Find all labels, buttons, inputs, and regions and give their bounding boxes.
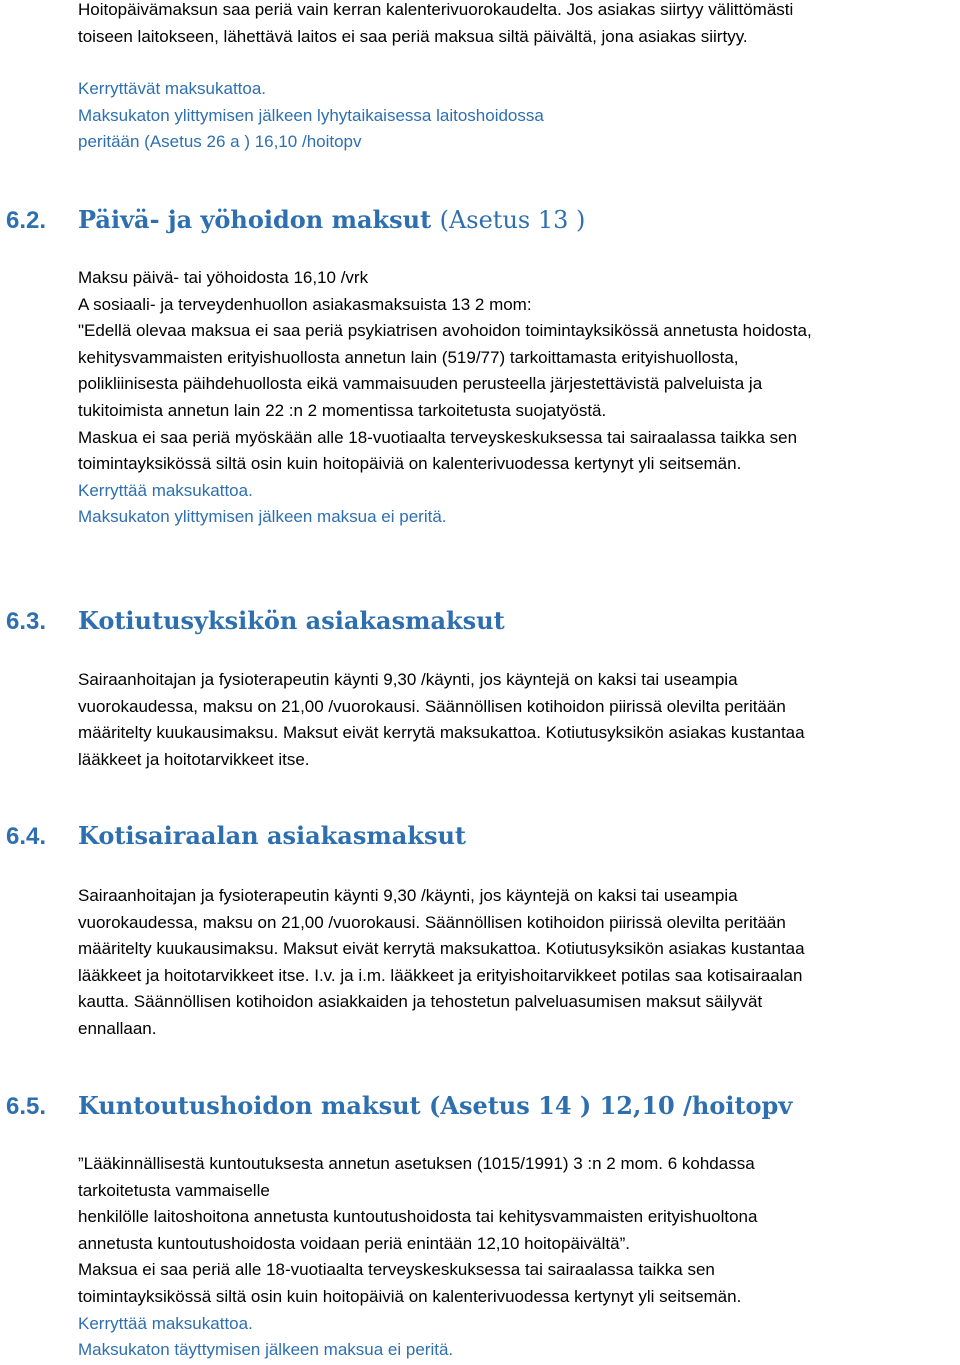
section-number: 6.4. [6, 823, 47, 850]
accrues-cap-text: Kerryttää maksukattoa. [78, 480, 253, 500]
section-heading-6-5 [6, 1091, 792, 1122]
text-line: toimintayksikössä siltä osin kuin hoitopäiviä on kalenterivuodessa kertynyt yli seitsemän. [78, 1286, 742, 1306]
text-line: lääkkeet ja hoitotarvikkeet itse. [78, 749, 310, 769]
text-line: tarkoitetusta vammaiselle [78, 1180, 270, 1200]
text-line: Maksukaton ylittymisen jälkeen lyhytaikaisessa laitoshoidossa [78, 105, 544, 125]
section-title: Kuntoutushoidon maksut (Asetus 14 ) 12,10 /hoitopv [78, 1091, 793, 1120]
text-line: lääkkeet ja hoitotarvikkeet itse. I.v. ja i.m. lääkkeet ja erityishoitarvikkeet potilas saa kotisairaalan [78, 965, 803, 985]
after-cap-text: Maksukaton täyttymisen jälkeen maksua ei peritä. [78, 1340, 454, 1360]
section-title: Kotiutusyksikön asiakasmaksut [78, 606, 505, 635]
text-line: kautta. Säännöllisen kotihoidon asiakkaiden ja tehostetun palveluasumisen maksut säilyvät [78, 992, 763, 1012]
text-line: määritelty kuukausimaksu. Maksut eivät kerrytä maksukattoa. Kotiutusyksikön asiakas kustantaa [78, 939, 805, 959]
text-line: Maskua ei saa periä myöskään alle 18-vuotiaalta terveyskeskuksessa tai sairaalassa taikka sen [78, 427, 798, 447]
text-line: toiseen laitokseen, lähettävä laitos ei saa periä maksua siltä päivältä, jona asiakas siirtyy. [78, 26, 748, 46]
accrues-cap-text: Kerryttää maksukattoa. [78, 1313, 253, 1333]
section-heading-6-2 [6, 205, 585, 236]
section-6-3-body [78, 667, 956, 773]
text-line: vuorokaudessa, maksu on 21,00 /vuorokausi. Säännöllisen kotihoidon piirissä olevilta peritään [78, 696, 786, 716]
intro-cap-note [78, 76, 956, 156]
text-line: ”Lääkinnällisestä kuntoutuksesta annetun asetuksen (1015/1991) 3 :n 2 mom. 6 kohdassa [78, 1154, 755, 1173]
section-number: 6.3. [6, 608, 47, 635]
text-line: vuorokaudessa, maksu on 21,00 /vuorokausi. Säännöllisen kotihoidon piirissä olevilta peritään [78, 912, 786, 932]
text-line: Maksua ei saa periä alle 18-vuotiaalta terveyskeskuksessa tai sairaalassa taikka sen [78, 1260, 715, 1280]
text-line: tukitoimista annetun lain 22 :n 2 momentissa tarkoitetusta suojatyöstä. [78, 400, 607, 420]
text-line: Hoitopäivämaksun saa periä vain kerran kalenterivuorokaudelta. Jos asiakas siirtyy välittömästi [78, 0, 794, 19]
intro-paragraph [78, 0, 956, 50]
section-6-4-body [78, 883, 956, 1043]
text-line: määritelty kuukausimaksu. Maksut eivät kerrytä maksukattoa. Kotiutusyksikön asiakas kustantaa [78, 723, 805, 743]
text-line: kehitysvammaisten erityishuollosta annetun lain (519/77) tarkoittamasta erityishuollosta, [78, 347, 739, 367]
text-line: henkilölle laitoshoitona annetusta kuntoutushoidosta tai kehitysvammaisten erityishuoltona [78, 1207, 758, 1227]
section-heading-6-3 [6, 606, 505, 637]
section-title: Kotisairaalan asiakasmaksut [78, 821, 466, 850]
text-line: toimintayksikössä siltä osin kuin hoitopäiviä on kalenterivuodessa kertynyt yli seitsemän. [78, 454, 742, 474]
text-line: peritään (Asetus 26 a ) 16,10 /hoitopv [78, 132, 362, 152]
section-reference: (Asetus 13 ) [439, 206, 586, 234]
text-line: annetusta kuntoutushoidosta voidaan periä enintään 12,10 hoitopäivältä”. [78, 1233, 630, 1253]
section-title: Päivä- ja yöhoidon maksut [78, 205, 432, 234]
section-number: 6.2. [6, 207, 47, 234]
text-line: ennallaan. [78, 1018, 157, 1038]
text-line: polikliinisesta päihdehuollosta eikä vammaisuuden perusteella järjestettävistä palveluista ja [78, 374, 763, 394]
after-cap-text: Maksukaton ylittymisen jälkeen maksua ei peritä. [78, 507, 447, 527]
section-6-5-body [78, 1151, 956, 1364]
text-line: Maksu päivä- tai yöhoidosta 16,10 /vrk [78, 268, 369, 287]
text-line: A sosiaali- ja terveydenhuollon asiakasmaksuista 13 2 mom: [78, 294, 532, 314]
accrues-cap-text: Kerryttävät maksukattoa. [78, 79, 267, 98]
section-number: 6.5. [6, 1093, 47, 1120]
text-line: Sairaanhoitajan ja fysioterapeutin käynti 9,30 /käynti, jos käyntejä on kaksi tai useampia [78, 886, 738, 905]
section-6-2-body [78, 265, 956, 531]
text-line: Sairaanhoitajan ja fysioterapeutin käynti 9,30 /käynti, jos käyntejä on kaksi tai useampia [78, 670, 738, 689]
section-heading-6-4 [6, 821, 466, 852]
text-line: "Edellä olevaa maksua ei saa periä psykiatrisen avohoidon toimintayksikössä annetusta hoidosta, [78, 321, 812, 341]
